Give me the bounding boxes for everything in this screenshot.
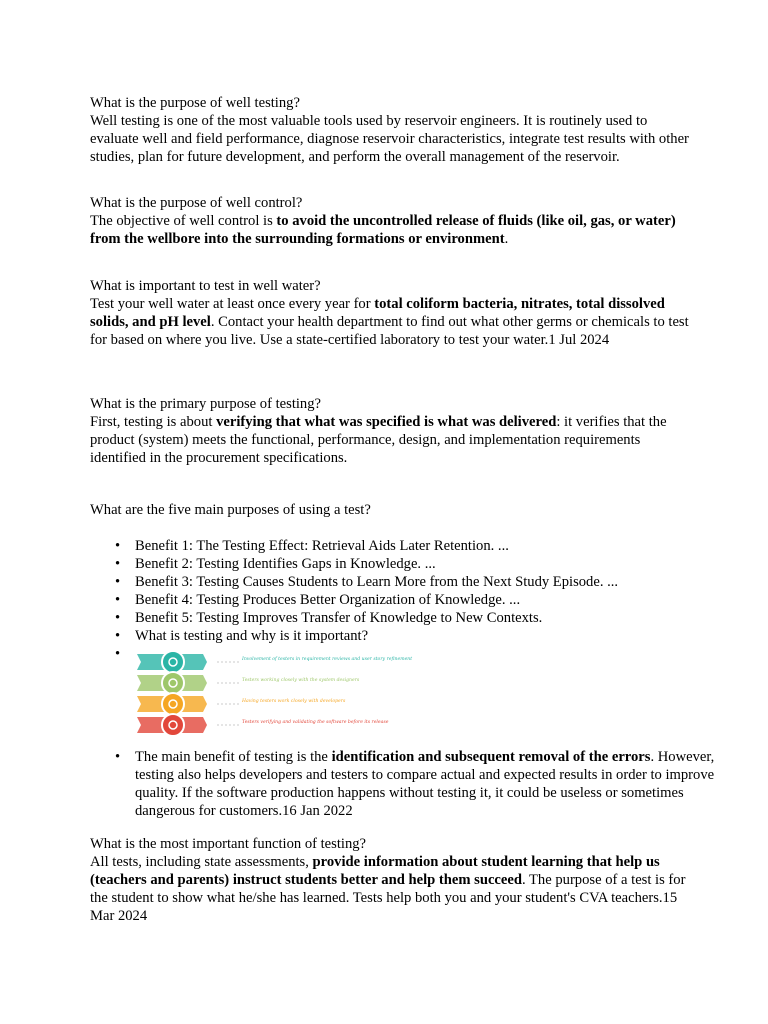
answer-paragraph: First, testing is about verifying that what was specified is what was delivered: it verifies that the product (system) meets the functional, performance, design, and implementation requirements identified in the procurement specifications. bbox=[90, 414, 667, 466]
question-heading: What is the purpose of well control? bbox=[90, 195, 303, 211]
list-item-infographic bbox=[135, 645, 735, 746]
question-heading: What is the purpose of well testing? bbox=[90, 95, 300, 111]
section-well-water bbox=[90, 277, 690, 349]
infographic-icon-circle bbox=[162, 714, 184, 736]
question-heading: What is the most important function of testing? bbox=[90, 836, 367, 852]
infographic-caption: Testers working closely with the system designers bbox=[242, 678, 360, 683]
section-well-testing bbox=[90, 94, 690, 166]
answer-paragraph: All tests, including state assessments, provide information about student learning that help us (teachers and parents) instruct students better and help them succeed. The purpose of a test is for the student to show what he/she has learned. Tests help both you and your student's CVA teachers.15 Mar 2024 bbox=[90, 854, 686, 924]
infographic-icon-circle bbox=[162, 693, 184, 715]
list-item: • The main benefit of testing is the identification and subsequent removal of the errors. However, testing also helps developers and testers to compare actual and expected results in order to improve quality. If the software production happens without testing it, it could be useless or sometimes dangerous for customers.16 Jan 2022 bbox=[135, 748, 735, 820]
list-item: • Benefit 3: Testing Causes Students to Learn More from the Next Study Episode. ... bbox=[135, 573, 735, 591]
section-five-purposes bbox=[90, 501, 690, 519]
benefits-list bbox=[90, 537, 735, 820]
infographic-icon-circle bbox=[162, 651, 184, 673]
infographic-icon-circle bbox=[162, 672, 184, 694]
list-item: • Benefit 1: The Testing Effect: Retrieval Aids Later Retention. ... bbox=[135, 537, 735, 555]
section-most-important-function bbox=[90, 835, 690, 925]
question-heading: What are the five main purposes of using a test? bbox=[90, 502, 371, 518]
list-item: • What is testing and why is it important? bbox=[135, 627, 735, 645]
question-heading: What is the primary purpose of testing? bbox=[90, 396, 322, 412]
infographic-caption: • Involvement of testers in requirement reviews and user story refinement bbox=[242, 657, 413, 662]
list-item: • Benefit 5: Testing Improves Transfer of Knowledge to New Contexts. bbox=[135, 609, 735, 627]
question-heading: What is important to test in well water? bbox=[90, 278, 321, 294]
section-well-control bbox=[90, 194, 690, 248]
answer-paragraph: Test your well water at least once every year for total coliform bacteria, nitrates, total dissolved solids, and pH level. Contact your health department to find out what other germs or chemicals to test for based on where you live. Use a state-certified laboratory to test your water.1 Jul 2024 bbox=[90, 296, 689, 348]
list-item: • Benefit 2: Testing Identifies Gaps in Knowledge. ... bbox=[135, 555, 735, 573]
list-item: • Benefit 4: Testing Produces Better Organization of Knowledge. ... bbox=[135, 591, 735, 609]
answer-paragraph: The objective of well control is to avoid the uncontrolled release of fluids (like oil, gas, or water) from the wellbore into the surrounding formations or environment. bbox=[90, 213, 676, 247]
section-primary-purpose bbox=[90, 395, 690, 467]
answer-paragraph: Well testing is one of the most valuable tools used by reservoir engineers. It is routinely used to evaluate well and field performance, diagnose reservoir characteristics, integrate test results with other studies, plan for future development, and perform the overall management of the reservoir. bbox=[90, 113, 689, 165]
infographic-caption: Testers verifying and validating the software before its release bbox=[242, 720, 389, 725]
testing-infographic bbox=[135, 650, 413, 746]
infographic-caption: Having testers work closely with developers bbox=[242, 699, 346, 704]
